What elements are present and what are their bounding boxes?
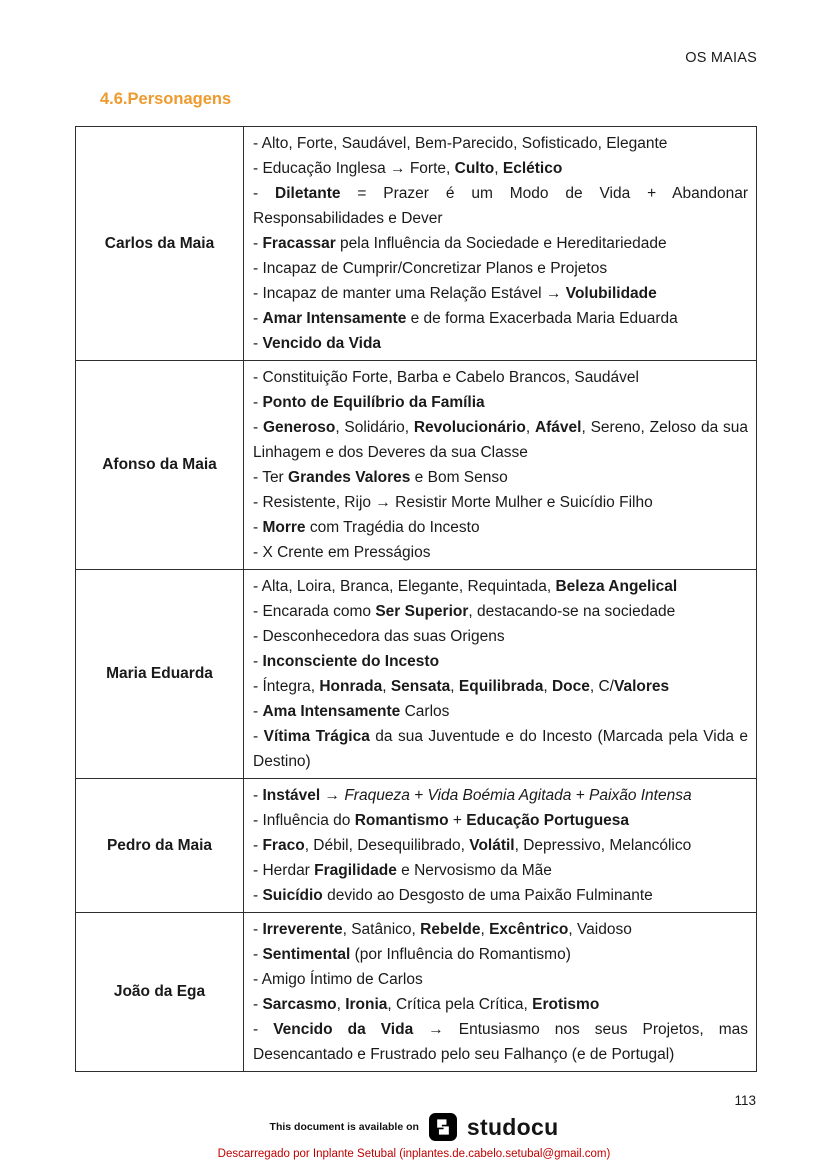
available-on-label: This document is available on — [269, 1121, 419, 1133]
table-row — [76, 361, 757, 570]
description-line: - Ponto de Equilíbrio da Família — [253, 394, 485, 411]
description-line: - Encarada como Ser Superior, destacando-se na sociedade — [253, 603, 676, 620]
table-row — [76, 127, 757, 361]
character-description — [244, 570, 757, 779]
studocu-logo-icon — [429, 1113, 457, 1141]
description-line: - Fracassar pela Influência da Sociedade e Hereditariedade — [253, 235, 667, 252]
download-attribution: Descarregado por Inplante Setubal (inplantes.de.cabelo.setubal@gmail.com) — [217, 1148, 611, 1160]
description-line: - Incapaz de manter uma Relação Estável → Volubilidade — [253, 285, 657, 302]
description-line: - Herdar Fragilidade e Nervosismo da Mãe — [253, 862, 552, 879]
character-name: Maria Eduarda — [76, 570, 244, 779]
characters-table-body — [76, 127, 757, 1072]
description-line: - Ama Intensamente Carlos — [253, 703, 450, 720]
description-line: - Desconhecedora das suas Origens — [253, 628, 505, 645]
description-line: - Alto, Forte, Saudável, Bem-Parecido, Sofisticado, Elegante — [253, 135, 668, 152]
description-line: - Sarcasmo, Ironia, Crítica pela Crítica, Erotismo — [253, 996, 600, 1013]
description-line: - Suicídio devido ao Desgosto de uma Paixão Fulminante — [253, 887, 653, 904]
character-description — [244, 913, 757, 1072]
description-line: - Educação Inglesa → Forte, Culto, Eclético — [253, 160, 563, 177]
characters-table — [75, 126, 757, 1072]
character-name: Pedro da Maia — [76, 779, 244, 913]
description-line: - Influência do Romantismo + Educação Portuguesa — [253, 812, 630, 829]
description-line: - Diletante = Prazer é um Modo de Vida + Abandonar Responsabilidades e Dever — [253, 185, 749, 227]
studocu-wordmark: studocu — [466, 1113, 559, 1140]
table-row — [76, 913, 757, 1072]
description-line: - X Crente em Presságios — [253, 544, 431, 561]
description-line: - Vencido da Vida — [253, 335, 382, 352]
description-line: - Vítima Trágica da sua Juventude e do Incesto (Marcada pela Vida e Destino) — [253, 728, 749, 770]
character-description — [244, 779, 757, 913]
section-heading: 4.6.Personagens — [100, 90, 232, 108]
description-line: - Sentimental (por Influência do Romantismo) — [253, 946, 571, 963]
document-header-title: OS MAIAS — [685, 50, 757, 66]
description-line: - Instável → Fraqueza + Vida Boémia Agitada + Paixão Intensa — [253, 787, 692, 804]
description-line: - Incapaz de Cumprir/Concretizar Planos e Projetos — [253, 260, 608, 277]
character-description — [244, 127, 757, 361]
description-line: - Constituição Forte, Barba e Cabelo Brancos, Saudável — [253, 369, 639, 386]
table-row — [76, 570, 757, 779]
description-line: - Morre com Tragédia do Incesto — [253, 519, 480, 536]
table-row — [76, 779, 757, 913]
description-line: - Resistente, Rijo → Resistir Morte Mulher e Suicídio Filho — [253, 494, 653, 511]
description-line: - Ter Grandes Valores e Bom Senso — [253, 469, 508, 486]
page-number: 113 — [734, 1093, 756, 1108]
studocu-footer — [0, 1113, 828, 1141]
character-name: João da Ega — [76, 913, 244, 1072]
description-line: - Amigo Íntimo de Carlos — [253, 971, 423, 988]
character-name: Afonso da Maia — [76, 361, 244, 570]
description-line: - Inconsciente do Incesto — [253, 653, 440, 670]
description-line: - Irreverente, Satânico, Rebelde, Excêntrico, Vaidoso — [253, 921, 632, 938]
character-name: Carlos da Maia — [76, 127, 244, 361]
description-line: - Generoso, Solidário, Revolucionário, Afável, Sereno, Zeloso da sua Linhagem e dos Deveres da sua Classe — [253, 419, 749, 461]
description-line: - Amar Intensamente e de forma Exacerbada Maria Eduarda — [253, 310, 678, 327]
description-line: - Alta, Loira, Branca, Elegante, Requintada, Beleza Angelical — [253, 578, 678, 595]
character-description — [244, 361, 757, 570]
description-line: - Vencido da Vida → Entusiasmo nos seus Projetos, mas Desencantado e Frustrado pelo seu Falhanço (e de Portugal) — [253, 1021, 749, 1063]
description-line: - Fraco, Débil, Desequilibrado, Volátil, Depressivo, Melancólico — [253, 837, 692, 854]
description-line: - Íntegra, Honrada, Sensata, Equilibrada, Doce, C/Valores — [253, 678, 670, 695]
